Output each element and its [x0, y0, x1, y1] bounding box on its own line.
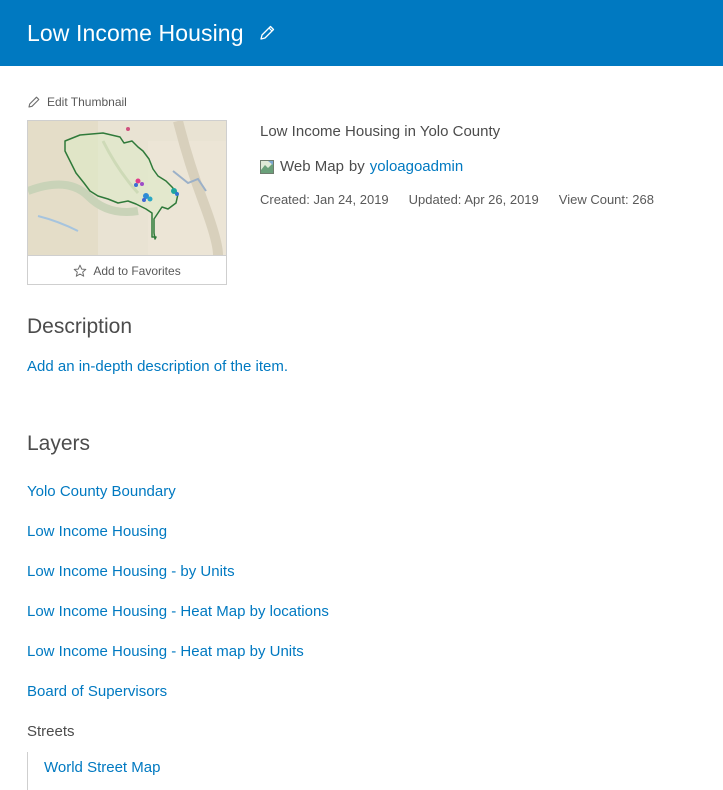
layer-link[interactable]: Board of Supervisors	[27, 683, 168, 700]
item-type-label: Web Map	[280, 158, 344, 175]
edit-thumbnail-button[interactable]	[27, 95, 127, 109]
add-to-favorites-button[interactable]	[28, 255, 226, 285]
star-icon	[73, 264, 87, 278]
basemap-group-label: Streets	[27, 723, 75, 740]
edit-title-pencil-icon[interactable]	[258, 24, 276, 42]
add-to-favorites-label: Add to Favorites	[93, 263, 181, 278]
owner-link[interactable]: yoloagoadmin	[369, 158, 464, 175]
layer-link[interactable]: Low Income Housing	[27, 523, 168, 540]
page-title: Low Income Housing	[27, 19, 244, 46]
layer-link[interactable]: Low Income Housing - Heat Map by locations	[27, 603, 329, 620]
item-metadata	[260, 192, 654, 207]
layer-link[interactable]: Low Income Housing - Heat map by Units	[27, 643, 304, 660]
updated-date: Updated: Apr 26, 2019	[408, 192, 539, 207]
description-heading: Description	[27, 315, 133, 338]
page-header	[0, 0, 723, 66]
layers-heading: Layers	[27, 432, 91, 455]
view-count: View Count: 268	[558, 192, 654, 207]
web-map-icon	[260, 160, 274, 174]
created-date: Created: Jan 24, 2019	[260, 192, 389, 207]
basemap-layer-link[interactable]: World Street Map	[44, 759, 161, 776]
item-title: Low Income Housing in Yolo County	[260, 123, 501, 140]
thumbnail-card	[27, 120, 227, 285]
pencil-icon	[27, 95, 41, 109]
edit-thumbnail-label: Edit Thumbnail	[47, 95, 127, 109]
map-thumbnail-image[interactable]	[28, 121, 226, 255]
layer-link[interactable]: Yolo County Boundary	[27, 483, 176, 500]
add-description-link[interactable]: Add an in-depth description of the item.	[27, 358, 288, 375]
layer-link[interactable]: Low Income Housing - by Units	[27, 563, 235, 580]
item-type-line	[260, 158, 463, 175]
basemap-sublayers	[27, 752, 161, 790]
item-owner-prefix: by	[348, 158, 365, 175]
